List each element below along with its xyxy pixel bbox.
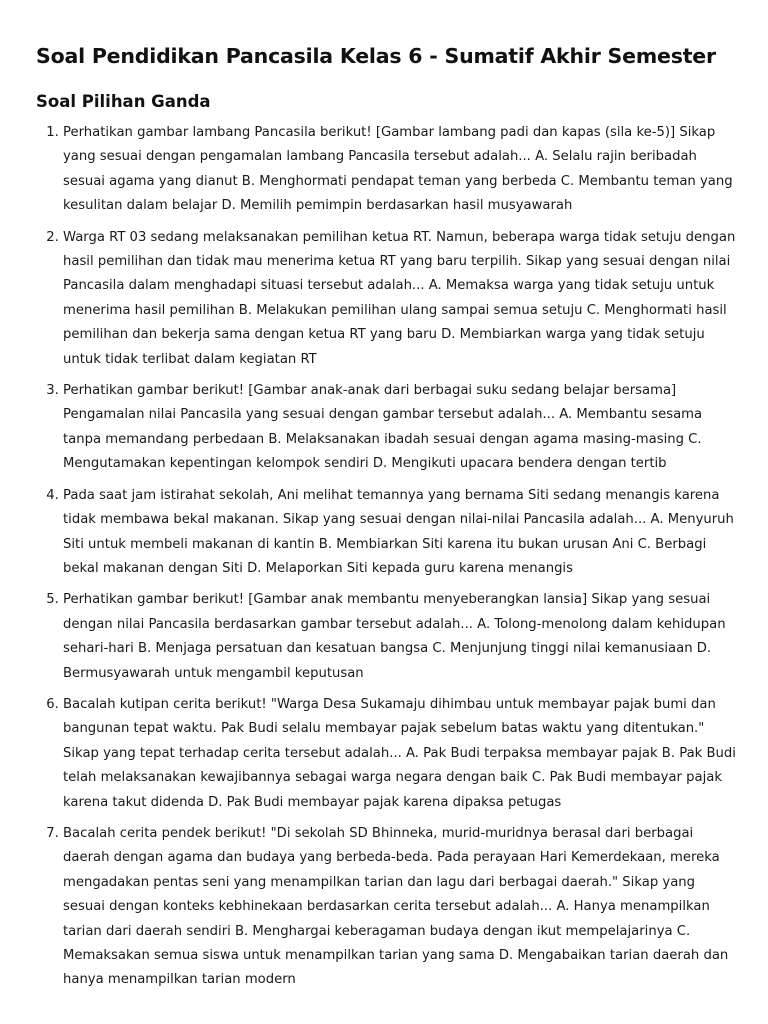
question-list (36, 121, 738, 993)
question-item-5: 5. Perhatikan gambar berikut! [Gambar anak membantu menyeberangkan lansia] Sikap yang sesuai dengan nilai Pancasila berdasarkan gambar tersebut adalah... A. Tolong-menolong dalam kehidupan sehari-hari B. Menjaga persatuan dan kesatuan bangsa C. Menjunjung tinggi nilai kemanusiaan D. Bermusyawarah untuk mengambil keputusan (63, 588, 738, 686)
section-heading: Soal Pilihan Ganda (36, 92, 211, 111)
question-item-4: 4. Pada saat jam istirahat sekolah, Ani melihat temannya yang bernama Siti sedang menangis karena tidak membawa bekal makanan. Sikap yang sesuai dengan nilai-nilai Pancasila adalah... A. Menyuruh Siti untuk membeli makanan di kantin B. Membiarkan Siti karena itu bukan urusan Ani C. Berbagi bekal makanan dengan Siti D. Melaporkan Siti kepada guru karena menangis (63, 484, 738, 582)
question-item-7: 7. Bacalah cerita pendek berikut! "Di sekolah SD Bhinneka, murid-muridnya berasal dari berbagai daerah dengan agama dan budaya yang berbeda-beda. Pada perayaan Hari Kemerdekaan, mereka mengadakan pentas seni yang menampilkan tarian dan lagu dari berbagai daerah." Sikap yang sesuai dengan konteks kebhinekaan berdasarkan cerita tersebut adalah... A. Hanya menampilkan tarian dari daerah sendiri B. Menghargai keberagaman budaya dengan ikut mempelajarinya C. Memaksakan semua siswa untuk menampilkan tarian yang sama D. Mengabaikan tarian daerah dan hanya menampilkan tarian modern (63, 822, 738, 993)
question-item-3: 3. Perhatikan gambar berikut! [Gambar anak-anak dari berbagai suku sedang belajar bersama] Pengamalan nilai Pancasila yang sesuai dengan gambar tersebut adalah... A. Membantu sesama tanpa memandang perbedaan B. Melaksanakan ibadah sesuai dengan agama masing-masing C. Mengutamakan kepentingan kelompok sendiri D. Mengikuti upacara bendera dengan tertib (63, 379, 738, 477)
question-item-6: 6. Bacalah kutipan cerita berikut! "Warga Desa Sukamaju dihimbau untuk membayar pajak bumi dan bangunan tepat waktu. Pak Budi selalu membayar pajak sebelum batas waktu yang ditentukan." Sikap yang tepat terhadap cerita tersebut adalah... A. Pak Budi terpaksa membayar pajak B. Pak Budi telah melaksanakan kewajibannya sebagai warga negara dengan baik C. Pak Budi membayar pajak karena takut didenda D. Pak Budi membayar pajak karena dipaksa petugas (63, 693, 738, 815)
question-item-2: 2. Warga RT 03 sedang melaksanakan pemilihan ketua RT. Namun, beberapa warga tidak setuju dengan hasil pemilihan dan tidak mau menerima ketua RT yang baru terpilih. Sikap yang sesuai dengan nilai Pancasila dalam menghadapi situasi tersebut adalah... A. Memaksa warga yang tidak setuju untuk menerima hasil pemilihan B. Melakukan pemilihan ulang sampai semua setuju C. Menghormati hasil pemilihan dan bekerja sama dengan ketua RT yang baru D. Membiarkan warga yang tidak setuju untuk tidak terlibat dalam kegiatan RT (63, 226, 738, 372)
question-item-1: 1. Perhatikan gambar lambang Pancasila berikut! [Gambar lambang padi dan kapas (sila ke-5)] Sikap yang sesuai dengan pengamalan lambang Pancasila tersebut adalah... A. Selalu rajin beribadah sesuai agama yang dianut B. Menghormati pendapat teman yang berbeda C. Membantu teman yang kesulitan dalam belajar D. Memilih pemimpin berdasarkan hasil musyawarah (63, 121, 738, 219)
page-title: Soal Pendidikan Pancasila Kelas 6 - Sumatif Akhir Semester (36, 44, 716, 68)
